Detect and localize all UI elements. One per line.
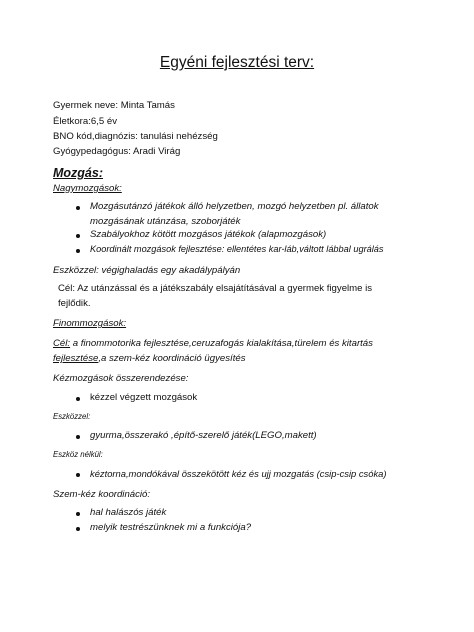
bullet-icon <box>76 435 80 439</box>
list-item: melyik testrészünknek mi a funkciója? <box>90 522 252 533</box>
bullet-icon <box>76 473 80 477</box>
finom-cel-text: a finommotorika fejlesztése,ceruzafogás kialakítása,türelem és kitartás <box>70 338 373 349</box>
bno-diagnosis: BNO kód,diagnózis: tanulási nehézség <box>53 131 218 142</box>
finom-cel-line-2 <box>53 353 246 364</box>
eszkozzel-line: Eszközzel: végighaladás egy akadálypályán <box>53 265 241 276</box>
child-age: Életkora:6,5 év <box>53 116 117 127</box>
finom-cel-label: Cél: <box>53 338 71 349</box>
list-item: hal halászós játék <box>90 507 167 518</box>
list-item: Mozgásutánzó játékok álló helyzetben, mozgó helyzetben pl. állatok <box>90 201 379 212</box>
bullet-icon <box>76 249 80 253</box>
bullet-icon <box>76 234 80 238</box>
eszkoz-nelkul-label: Eszköz nélkül: <box>53 450 103 459</box>
finom-cel-line-1 <box>53 338 373 349</box>
cel-line-2: fejlődik. <box>58 298 91 309</box>
child-name: Gyermek neve: Minta Tamás <box>53 100 175 111</box>
bullet-icon <box>76 512 80 516</box>
bullet-icon <box>76 527 80 531</box>
subheading-szem-kez: Szem-kéz koordináció: <box>53 489 151 500</box>
subheading-finommozgasok: Finommozgások: <box>53 318 127 329</box>
finom-cel-text-rest: ,a szem-kéz koordináció ügyesítés <box>98 353 246 364</box>
list-item-continuation: mozgásának utánzása, szoborjáték <box>90 216 241 227</box>
bullet-icon <box>76 397 80 401</box>
cel-line-1: Cél: Az utánzással és a játékszabály elsajátításával a gyermek figyelme is <box>58 283 373 294</box>
list-item: gyurma,összerakó ,építő-szerelő játék(LEGO,makett) <box>90 430 317 441</box>
document-title: Egyéni fejlesztési terv: <box>159 54 315 71</box>
list-item: kézzel végzett mozgások <box>90 392 198 403</box>
eszkozzel-label: Eszközzel: <box>53 412 91 421</box>
list-item: kéztorna,mondókával összekötött kéz és ujj mozgatás (csip-csip csóka) <box>90 468 387 479</box>
finom-cel-text-underlined: fejlesztése <box>53 353 99 364</box>
subheading-nagymozgasok: Nagymozgások: <box>53 183 122 194</box>
therapist-name: Gyógypedagógus: Aradi Virág <box>53 146 181 157</box>
section-heading-mozgas: Mozgás: <box>53 166 103 180</box>
subheading-kezmozgasok: Kézmozgások összerendezése: <box>53 373 189 384</box>
list-item: Szabályokhoz kötött mozgásos játékok (alapmozgások) <box>90 229 327 240</box>
bullet-icon <box>76 206 80 210</box>
list-item: Koordinált mozgások fejlesztése: ellentétes kar-láb,váltott lábbal ugrálás <box>90 244 384 254</box>
